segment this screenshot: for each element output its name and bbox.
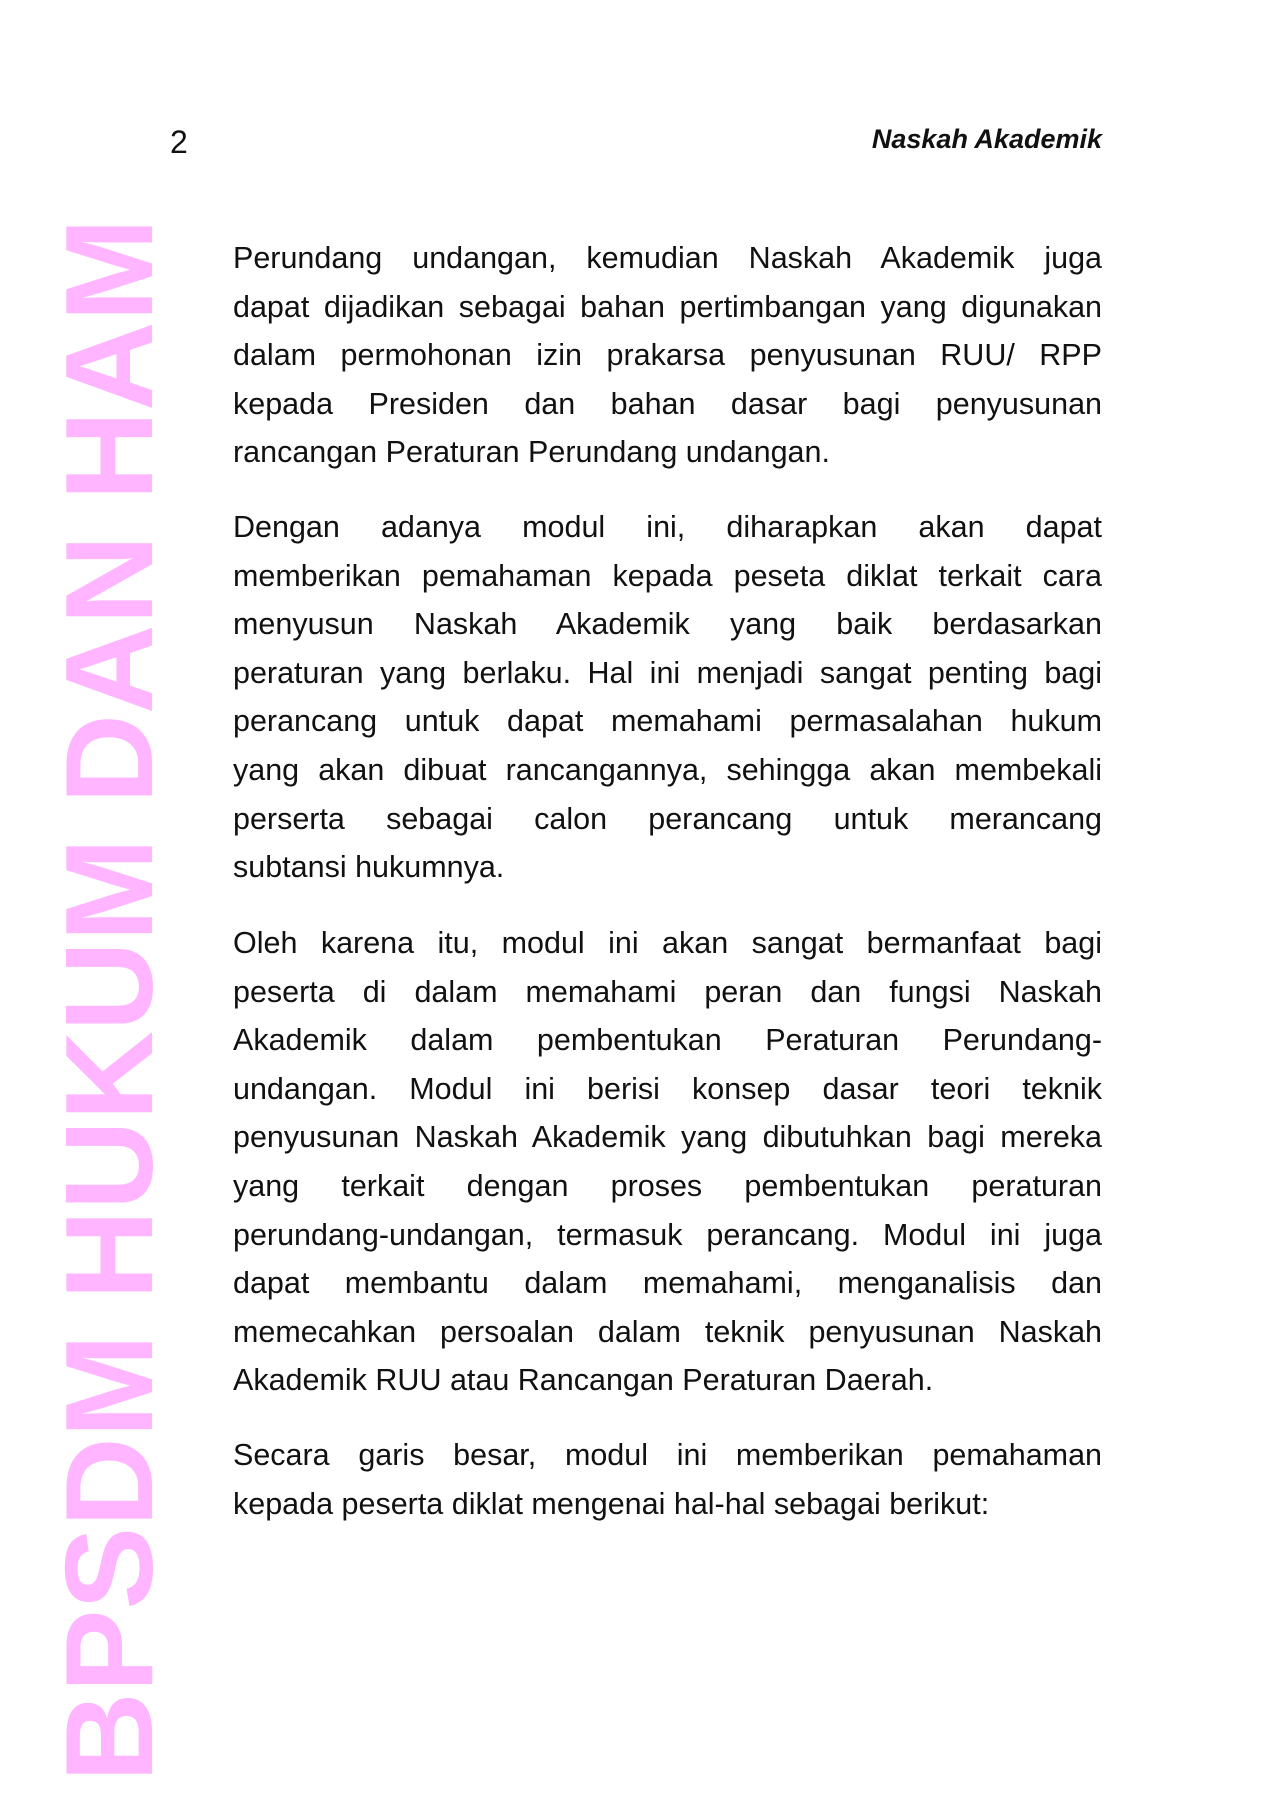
text-line: dalam permohonan izin prakarsa penyusunan RUU/ RPP (233, 338, 1102, 373)
text-line: peraturan yang berlaku. Hal ini menjadi sangat penting bagi (233, 655, 1102, 690)
watermark: BPSDM HUKUM DAN HAM (41, 218, 179, 1782)
text-line: memecahkan persoalan dalam teknik penyusunan Naskah (233, 1314, 1102, 1349)
text-line: Akademik RUU atau Rancangan Peraturan Daerah. (233, 1363, 934, 1398)
text-line: menyusun Naskah Akademik yang baik berdasarkan (233, 607, 1102, 642)
text-line: kepada peserta diklat mengenai hal-hal sebagai berikut: (233, 1486, 990, 1521)
running-title: Naskah Akademik (871, 124, 1102, 154)
text-line: perancang untuk dapat memahami permasalahan hukum (233, 704, 1102, 739)
text-line: yang terkait dengan proses pembentukan peraturan (233, 1168, 1102, 1203)
text-line: rancangan Peraturan Perundang undangan. (233, 435, 830, 470)
text-line: kepada Presiden dan bahan dasar bagi penyusunan (233, 386, 1102, 421)
text-line: dapat dijadikan sebagai bahan pertimbangan yang digunakan (233, 289, 1102, 324)
paragraph-1 (233, 234, 1102, 477)
text-line: perundang-undangan, termasuk perancang. Modul ini juga (233, 1217, 1102, 1252)
text-line: Perundang undangan, kemudian Naskah Akademik juga (233, 241, 1102, 275)
page-number: 2 (170, 124, 188, 160)
text-line: penyusunan Naskah Akademik yang dibutuhkan bagi mereka (233, 1120, 1102, 1155)
paragraph-4 (233, 1431, 1102, 1528)
text-line: yang akan dibuat rancangannya, sehingga akan membekali (233, 752, 1102, 787)
text-line: Akademik dalam pembentukan Peraturan Perundang- (233, 1023, 1102, 1058)
text-line: dapat membantu dalam memahami, menganalisis dan (233, 1266, 1102, 1301)
text-line: Dengan adanya modul ini, diharapkan akan dapat (233, 510, 1102, 544)
text-line: Secara garis besar, modul ini memberikan pemahaman (233, 1438, 1102, 1472)
text-line: subtansi hukumnya. (233, 850, 505, 885)
text-line: perserta sebagai calon perancang untuk merancang (233, 801, 1102, 836)
paragraph-2 (233, 503, 1102, 892)
text-line: Oleh karena itu, modul ini akan sangat bermanfaat bagi (233, 926, 1102, 960)
text-line: memberikan pemahaman kepada peseta diklat terkait cara (233, 558, 1102, 593)
text-line: peserta di dalam memahami peran dan fungsi Naskah (233, 974, 1102, 1009)
text-line: undangan. Modul ini berisi konsep dasar teori teknik (233, 1071, 1102, 1106)
paragraph-3 (233, 919, 1102, 1405)
